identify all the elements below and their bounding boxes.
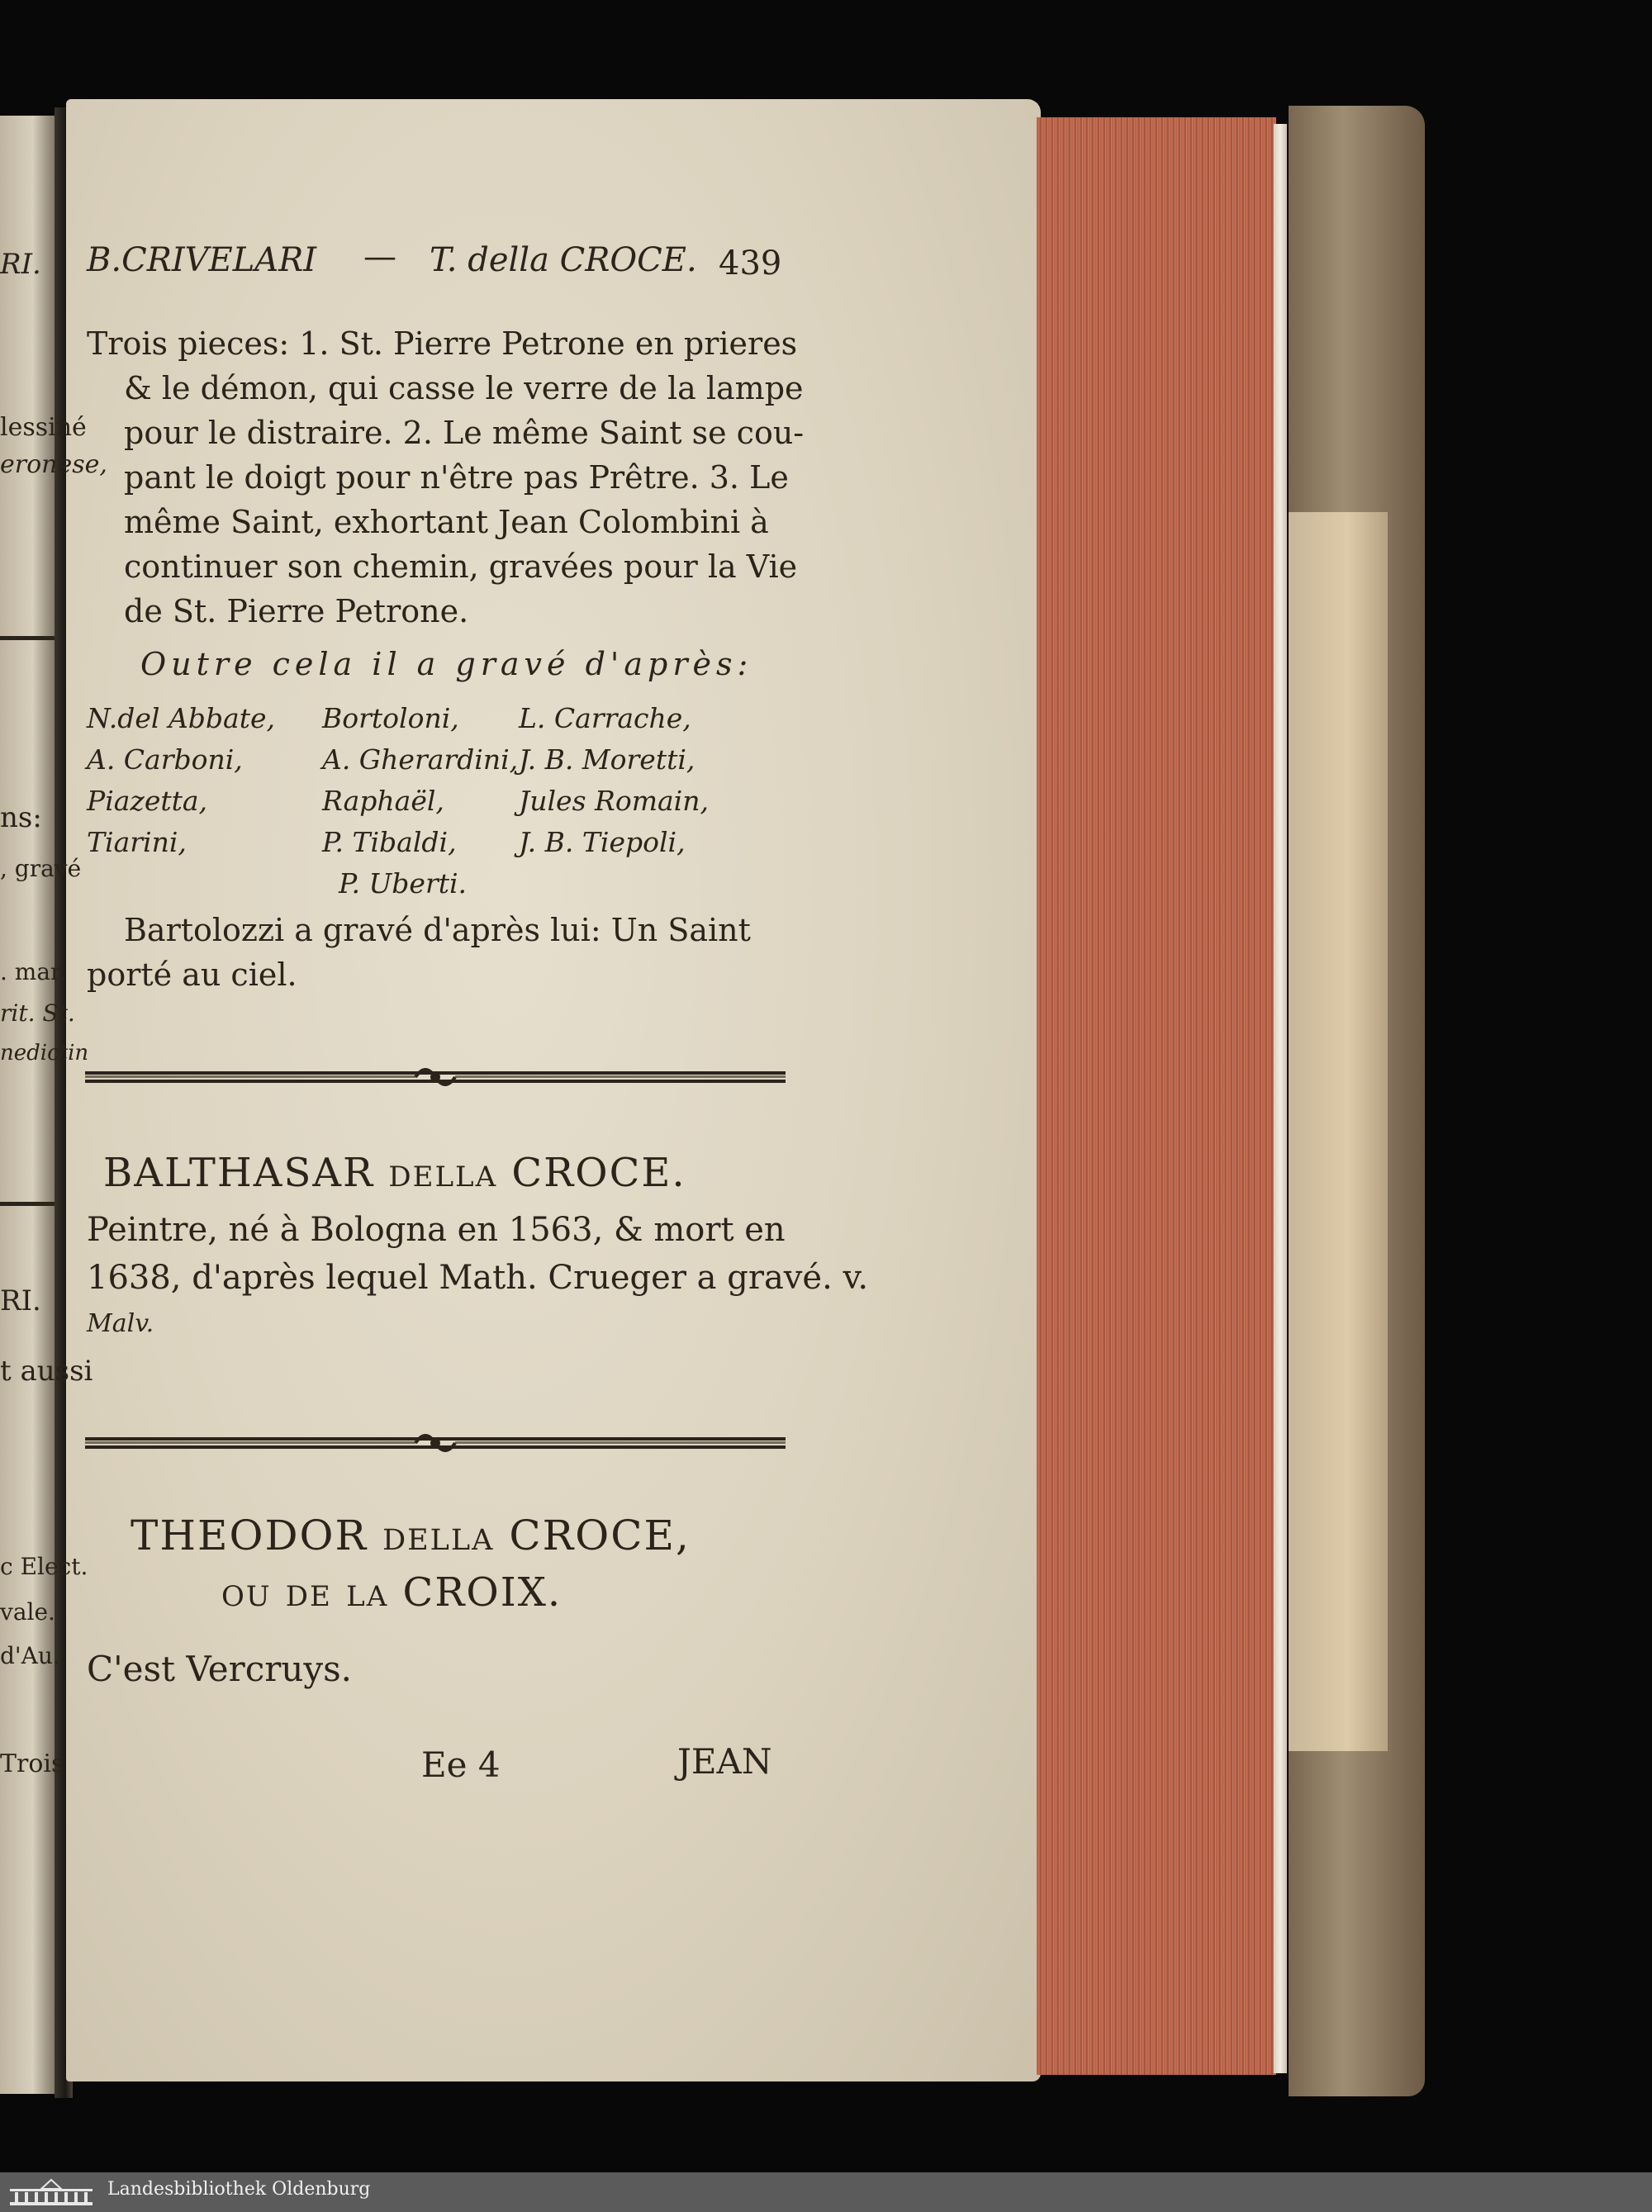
artist-name: L. Carrache, — [519, 702, 691, 734]
section-title-theodor: THEODOR della CROCE, — [131, 1512, 691, 1559]
artist-name: N.del Abbate, — [87, 702, 275, 734]
header-left: B.CRIVELARI — [87, 241, 317, 279]
artist-name: J. B. Tiepoli, — [519, 826, 686, 858]
left-fragment-text: Trois — [0, 1749, 64, 1778]
paragraph-line: Peintre, né à Bologna en 1563, & mort en — [87, 1211, 786, 1249]
left-fragment-text: , gravé — [0, 855, 82, 882]
page-edges-light — [1274, 124, 1287, 2073]
left-fragment-text: rit. St. — [0, 999, 75, 1027]
artist-name: Piazetta, — [87, 785, 208, 817]
artist-name: P. Uberti. — [339, 867, 468, 900]
artist-name: Raphaël, — [322, 785, 444, 817]
section-subtitle-theodor: ou de la CROIX. — [221, 1569, 563, 1616]
artist-name: P. Tibaldi, — [322, 826, 457, 858]
paragraph-line: Bartolozzi a gravé d'après lui: Un Saint — [124, 912, 751, 948]
footer-library-name: Landesbibliothek Oldenburg — [107, 2179, 371, 2200]
artist-name: Jules Romain, — [519, 785, 709, 817]
left-fragment-text: nedictin — [0, 1041, 89, 1066]
header-dash: — — [363, 238, 396, 276]
paragraph-line: pour le distraire. 2. Le même Saint se cou- — [124, 415, 805, 451]
left-fragment-text: ns: — [0, 801, 42, 834]
page-edges — [1037, 117, 1276, 2075]
outre-heading: Outre cela il a gravé d'après: — [140, 646, 753, 682]
left-fragment-text: vale. — [0, 1598, 55, 1626]
paragraph-line: & le démon, qui casse le verre de la lampe — [124, 370, 804, 406]
catchword: JEAN — [677, 1741, 772, 1782]
paragraph-line: pant le doigt pour n'être pas Prêtre. 3. Le — [124, 459, 789, 496]
left-fragment-text: d'Au. — [0, 1642, 60, 1669]
paragraph-line: même Saint, exhortant Jean Colombini à — [124, 504, 769, 540]
paragraph-line: 1638, d'après lequel Math. Crueger a gravé. v. — [87, 1259, 869, 1297]
left-fragment-text: lessiné — [0, 413, 87, 442]
page-number: 439 — [719, 244, 782, 282]
artist-name: A. Gherardini, — [322, 743, 519, 776]
left-fragment-text: t aussi — [0, 1355, 93, 1388]
left-fragment-rule — [0, 1202, 55, 1206]
artist-name: Tiarini, — [87, 826, 187, 858]
book-cover-inner — [1289, 512, 1388, 1751]
ornamental-rule — [85, 1427, 786, 1460]
section-title-balthasar: BALTHASAR della CROCE. — [103, 1150, 686, 1196]
paragraph-line: de St. Pierre Petrone. — [124, 593, 469, 629]
artist-name: J. B. Moretti, — [519, 743, 695, 776]
artist-name: A. Carboni, — [87, 743, 243, 776]
header-right: T. della CROCE. — [430, 241, 697, 279]
paragraph-line: C'est Vercruys. — [87, 1649, 353, 1689]
left-fragment-text: eronese, — [0, 450, 107, 479]
paragraph-line: porté au ciel. — [87, 956, 297, 993]
signature-mark: Ee 4 — [421, 1744, 501, 1785]
artist-name: Bortoloni, — [322, 702, 459, 734]
footer-bar — [0, 2172, 1652, 2212]
library-logo-icon — [8, 2177, 94, 2207]
left-fragment-text: RI. — [0, 248, 41, 281]
paragraph-line: continuer son chemin, gravées pour la Vie — [124, 548, 798, 585]
left-fragment-text: RI. — [0, 1284, 41, 1317]
left-fragment-rule — [0, 636, 55, 640]
paragraph-line: Malv. — [87, 1309, 154, 1338]
ornamental-rule — [85, 1061, 786, 1094]
left-fragment-text: c Elect. — [0, 1553, 88, 1580]
left-fragment-text: . mar. — [0, 958, 67, 985]
paragraph-line: Trois pieces: 1. St. Pierre Petrone en prieres — [87, 325, 798, 362]
